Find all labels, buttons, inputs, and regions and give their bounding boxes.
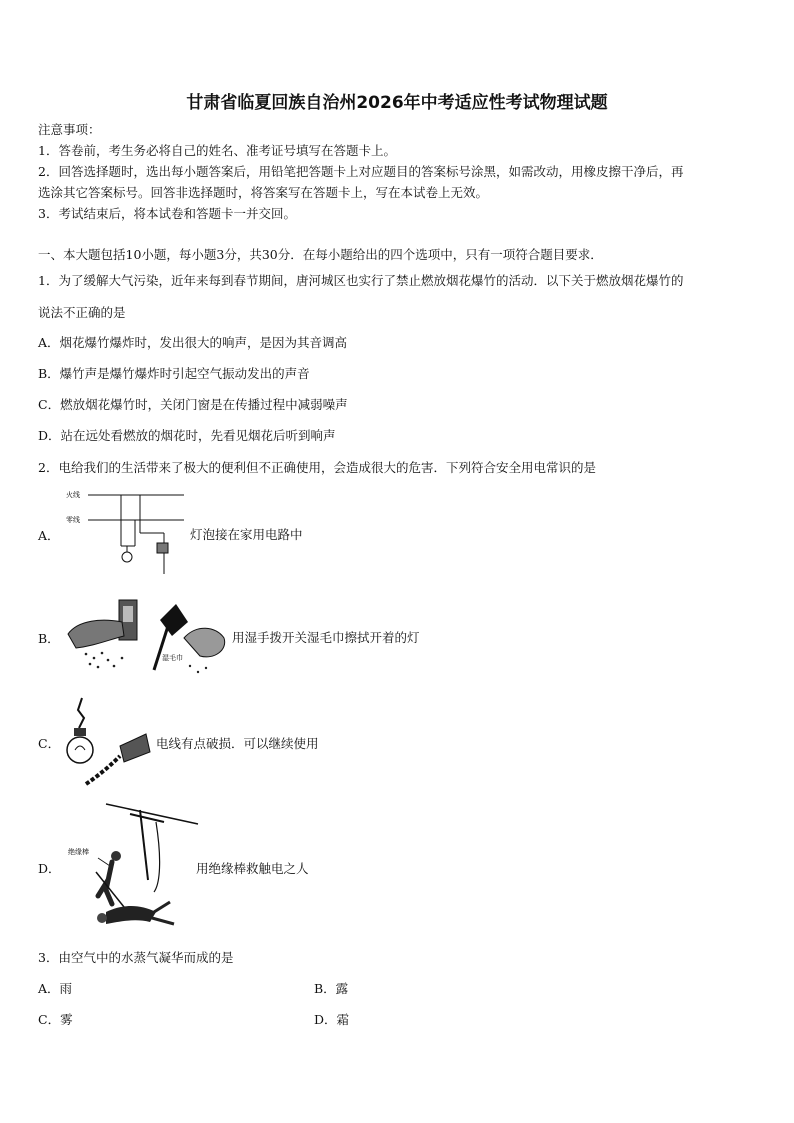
question-2-option-a-text: 灯泡接在家用电路中 — [190, 527, 303, 542]
power-line — [106, 804, 198, 824]
question-3-option-d: D．霜 — [314, 1012, 350, 1027]
notice-heading: 注意事项： — [38, 122, 101, 137]
question-2-option-d-text: 用绝缘棒救触电之人 — [196, 861, 309, 876]
question-3-option-a: A．雨 — [38, 981, 73, 996]
notice-item: 2．回答选择题时，选出每小题答案后，用铅笔把答题卡上对应题目的答案标号涂黑，如需改动，用橡皮擦干净后，再 — [38, 164, 684, 179]
question-3-stem: 3．由空气中的水蒸气凝华而成的是 — [38, 950, 234, 965]
section-heading: 一、本大题包括10小题，每小题3分，共30分．在每小题给出的四个选项中，只有一项符合题目要求． — [38, 247, 603, 262]
neutral-wire-label: 零线 — [66, 516, 80, 524]
circuit-diagram — [60, 488, 190, 578]
victim-icon — [106, 906, 156, 924]
question-1-stem-line1: 1．为了缓解大气污染，近年来每到春节期间，唐河城区也实行了禁止燃放烟花爆竹的活动．以下关于燃放烟花爆竹的 — [38, 273, 684, 288]
page-title: 甘肃省临夏回族自治州2026年中考适应性考试物理试题 — [186, 93, 608, 113]
damaged-wire-illustration — [64, 696, 156, 792]
question-2-option-c-letter: C． — [38, 736, 61, 751]
wet-hand-switch-illustration — [64, 596, 232, 680]
hand-icon — [68, 620, 124, 648]
wet-towel-label: 湿毛巾 — [162, 654, 183, 662]
question-1-option-d: D．站在远处看燃放的烟花时，先看见烟花后听到响声 — [38, 428, 336, 443]
wire-icon — [78, 698, 84, 728]
rescuer-icon — [111, 851, 121, 861]
question-1-option-c: C．燃放烟花爆竹时，关闭门窗是在传播过程中减弱噪声 — [38, 397, 348, 412]
rescue-illustration — [66, 800, 202, 932]
question-1-option-b: B．爆竹声是爆竹爆炸时引起空气振动发出的声音 — [38, 366, 310, 381]
plug-socket-icon — [120, 734, 150, 762]
insulating-rod-label: 绝缘棒 — [68, 848, 89, 856]
bulb-icon — [67, 737, 93, 763]
question-1-option-a: A．烟花爆竹爆炸时，发出很大的响声，是因为其音调高 — [38, 335, 348, 350]
question-2-stem: 2．电给我们的生活带来了极大的便利但不正确使用，会造成很大的危害．下列符合安全用电常识的是 — [38, 460, 596, 475]
switch-icon — [157, 543, 168, 553]
question-2-option-c-text: 电线有点破损．可以继续使用 — [156, 736, 319, 751]
question-2-option-d-letter: D． — [38, 861, 61, 876]
question-3-option-c: C．雾 — [38, 1012, 73, 1027]
notice-item: 选涂其它答案标号。回答非选择题时，将答案写在答题卡上，写在本试卷上无效。 — [38, 185, 489, 200]
utility-pole — [140, 810, 148, 880]
question-1-stem-line2: 说法不正确的是 — [38, 305, 126, 320]
question-3-option-b: B．露 — [314, 981, 349, 996]
notice-item: 3．考试结束后，将本试卷和答题卡一并交回。 — [38, 206, 296, 221]
bulb-icon — [122, 552, 132, 562]
towel-hand-icon — [184, 628, 225, 657]
notice-item: 1．答卷前，考生务必将自己的姓名、准考证号填写在答题卡上。 — [38, 143, 396, 158]
question-2-option-b-text: 用湿手拨开关湿毛巾擦拭开着的灯 — [232, 630, 420, 645]
live-wire-label: 火线 — [66, 491, 80, 499]
question-2-option-b-letter: B． — [38, 631, 60, 646]
question-2-option-a-letter: A． — [38, 528, 60, 543]
desk-lamp-icon — [160, 604, 188, 636]
